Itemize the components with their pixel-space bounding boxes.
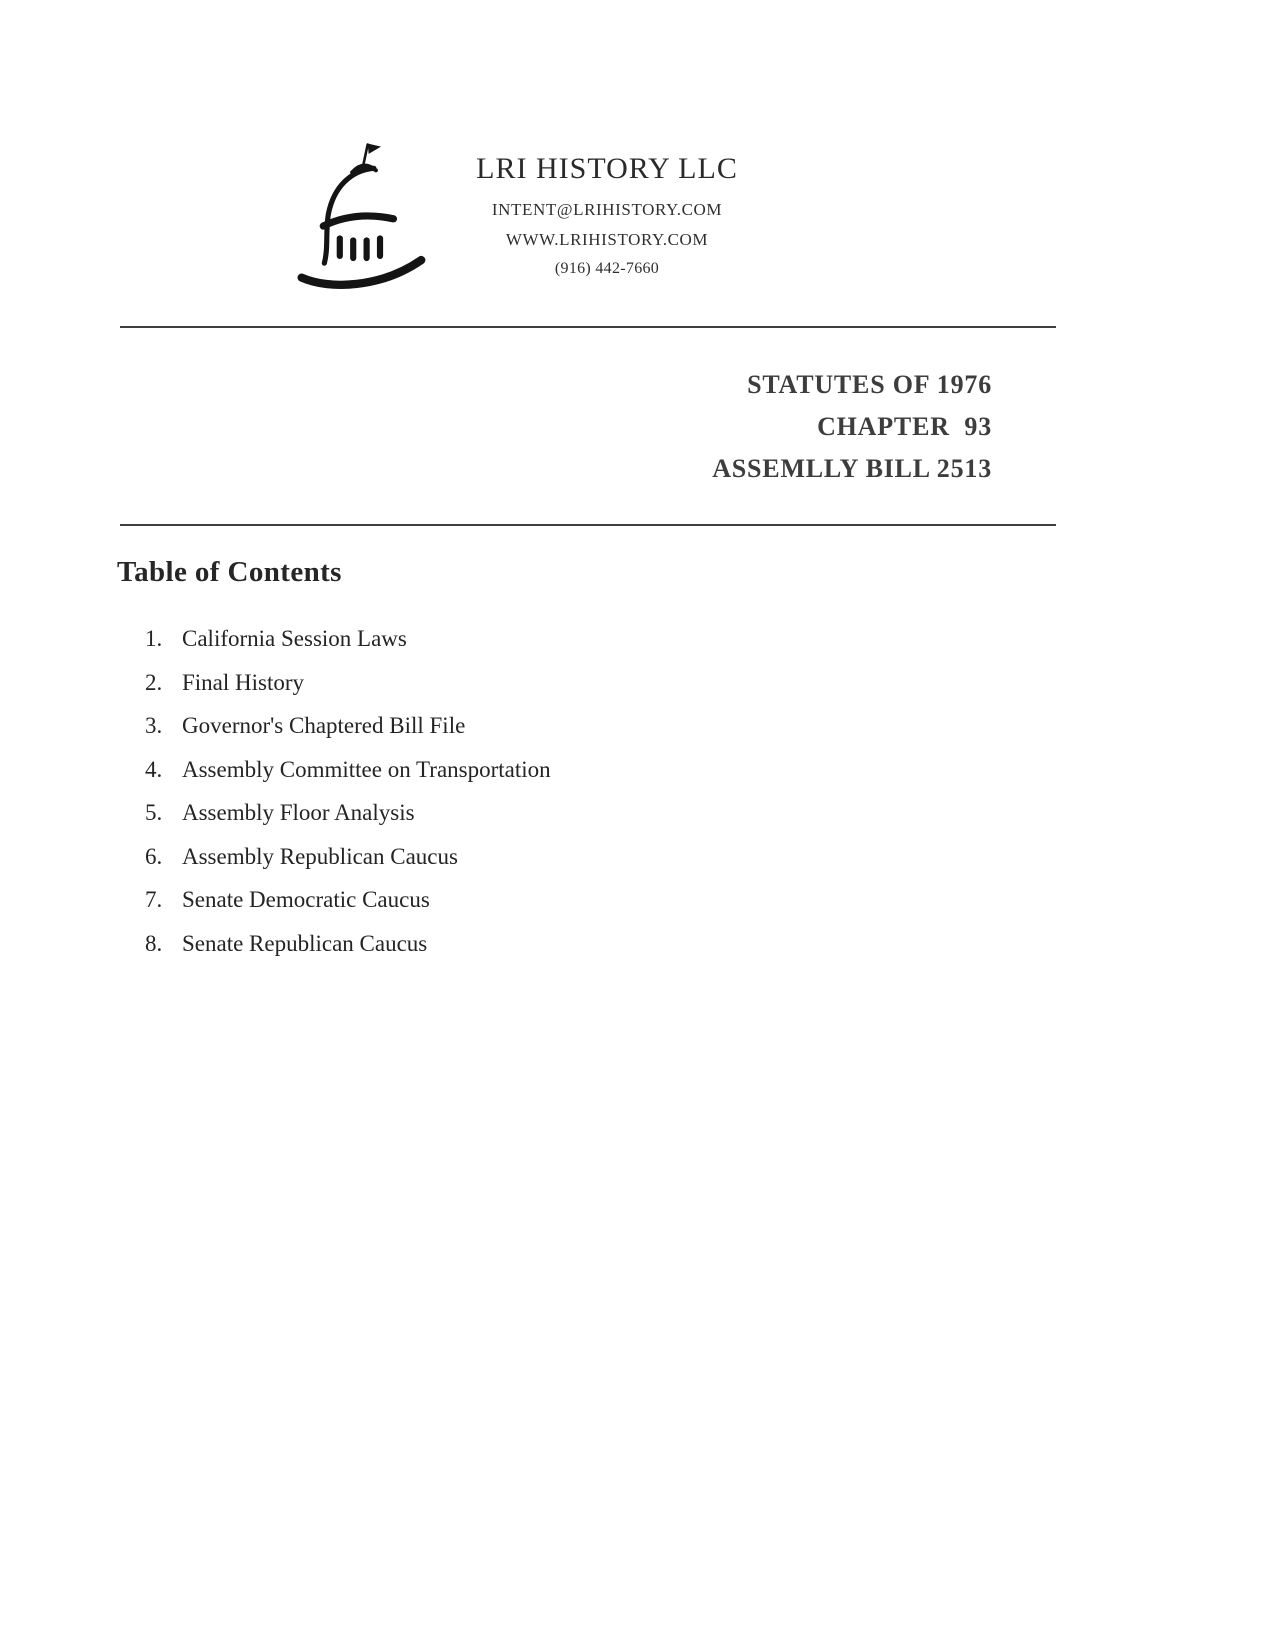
capitol-logo-icon bbox=[293, 126, 433, 291]
toc-item-number: 7. bbox=[145, 887, 163, 912]
toc-item-number: 8. bbox=[145, 930, 163, 956]
toc-item-number: 1. bbox=[145, 626, 163, 651]
divider-top bbox=[120, 326, 1056, 328]
toc-item-label: Assembly Committee on Transportation bbox=[182, 756, 551, 782]
bill-line: ASSEMLLY BILL 2513 bbox=[712, 454, 992, 483]
toc-item bbox=[145, 844, 551, 870]
toc-item bbox=[145, 713, 551, 739]
toc-item bbox=[145, 800, 551, 826]
divider-bottom bbox=[120, 524, 1056, 526]
toc-item-label: Assembly Floor Analysis bbox=[182, 800, 415, 825]
toc-item bbox=[145, 626, 551, 652]
toc-item-label: Assembly Republican Caucus bbox=[182, 843, 458, 869]
toc-item-number: 6. bbox=[145, 843, 163, 869]
toc-item-number: 5. bbox=[145, 800, 163, 825]
toc-item-label: California Session Laws bbox=[182, 626, 407, 651]
toc-item bbox=[145, 757, 551, 783]
statutes-line: STATUTES OF 1976 bbox=[747, 370, 992, 399]
email-text: INTENT@LRIHISTORY.COM bbox=[491, 200, 723, 219]
phone-text: (916) 442-7660 bbox=[554, 260, 660, 277]
toc-item-number: 3. bbox=[145, 713, 163, 738]
toc-item-label: Senate Democratic Caucus bbox=[182, 887, 430, 912]
chapter-line: CHAPTER 93 bbox=[817, 412, 992, 441]
website-text: WWW.LRIHISTORY.COM bbox=[505, 230, 709, 249]
toc-item-number: 2. bbox=[145, 669, 163, 695]
toc-item bbox=[145, 887, 551, 913]
toc-heading: Table of Contents bbox=[117, 556, 342, 588]
toc-item bbox=[145, 931, 551, 957]
toc-item bbox=[145, 670, 551, 696]
title-block bbox=[712, 364, 992, 490]
toc-list bbox=[145, 626, 551, 974]
toc-item-label: Governor's Chaptered Bill File bbox=[182, 713, 466, 738]
company-name: LRI HISTORY LLC bbox=[476, 152, 738, 185]
toc-item-label: Final History bbox=[182, 669, 305, 695]
toc-item-number: 4. bbox=[145, 756, 163, 782]
letterhead bbox=[462, 152, 752, 278]
toc-item-label: Senate Republican Caucus bbox=[182, 930, 428, 956]
